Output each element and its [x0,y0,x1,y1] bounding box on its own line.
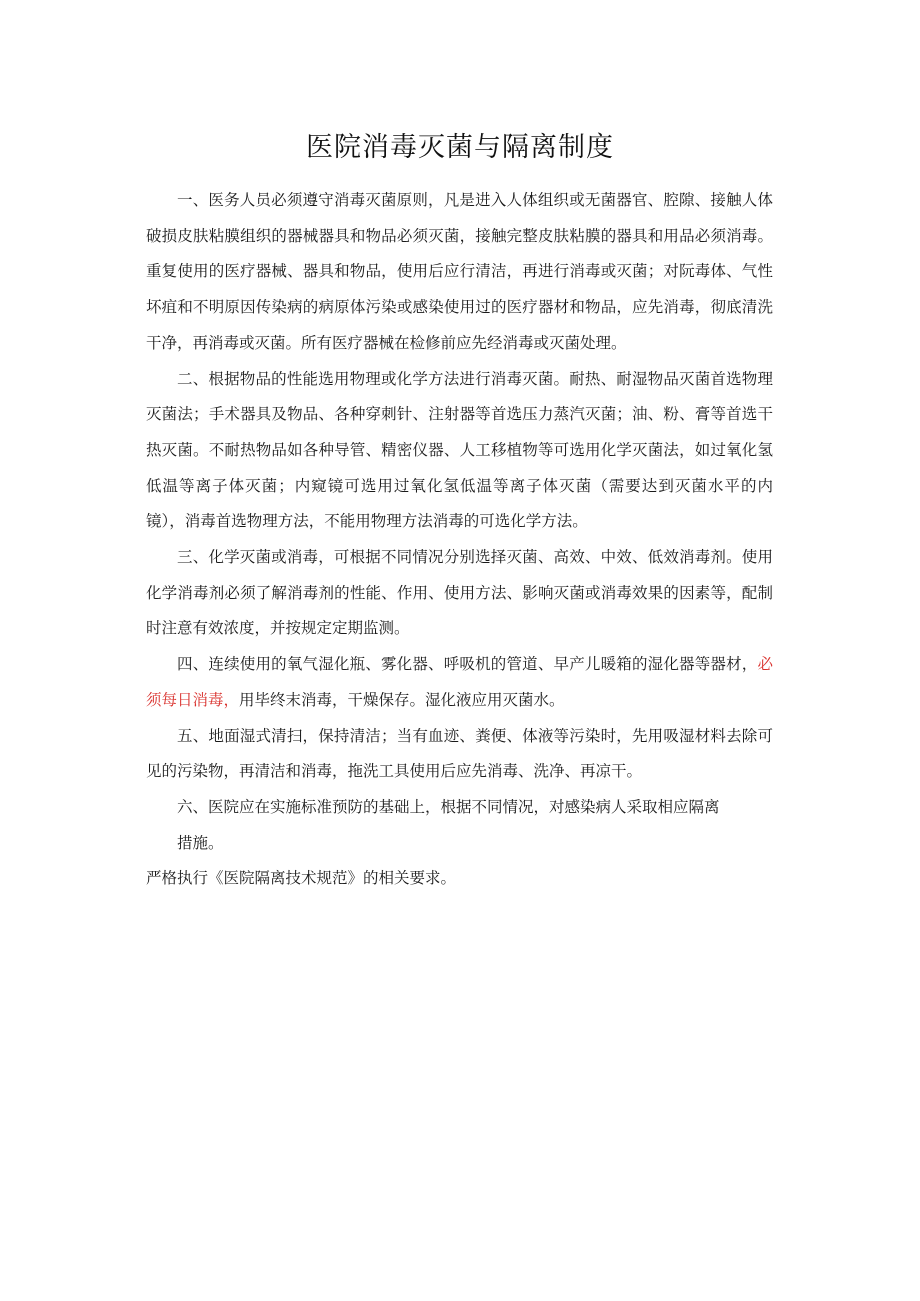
paragraph-3: 三、化学灭菌或消毒，可根据不同情况分别选择灭菌、高效、中效、低效消毒剂。使用化学消毒剂必须了解消毒剂的性能、作用、使用方法、影响灭菌或消毒效果的因素等，配制时注意有效浓度，并按规定定期监测。 [146,548,773,638]
paragraph-7: 严格执行《医院隔离技术规范》的相关要求。 [146,869,457,888]
paragraph-2: 二、根据物品的性能选用物理或化学方法进行消毒灭菌。耐热、耐湿物品灭菌首选物理灭菌法；手术器具及物品、各种穿刺针、注射器等首选压力蒸汽灭菌；油、粉、膏等首选干热灭菌。不耐热物品如各种导管、精密仪器、人工移植物等可选用化学灭菌法，如过氧化氢低温等离子体灭菌；内窥镜可选用过氧化氢低温等离子体灭菌（需要达到灭菌水平的内镜），消毒首选物理方法，不能用物理方法消毒的可选化学方法。 [146,369,773,531]
paragraph-4 [146,647,773,718]
paragraph-5: 五、地面湿式清扫，保持清洁；当有血迹、粪便、体液等污染时，先用吸湿材料去除可见的污染物，再清洁和消毒，拖洗工具使用后应先消毒、洗净、再凉干。 [146,726,773,781]
paragraph-4-highlight: 必须每日消毒， [146,655,773,709]
paragraph-6-line-1: 六、医院应在实施标准预防的基础上，根据不同情况，对感染病人采取相应隔离 [177,797,720,816]
paragraph-4-after: 用毕终末消毒，干燥保存。湿化液应用灭菌水。 [239,690,565,709]
document-title: 医院消毒灭菌与隔离制度 [306,132,614,163]
paragraph-1: 一、医务人员必须遵守消毒灭菌原则，凡是进入人体组织或无菌器官、腔隙、接触人体破损皮肤粘膜组织的器械器具和物品必须灭菌，接触完整皮肤粘膜的器具和用品必须消毒。重复使用的医疗器械、器具和物品，使用后应行清洁，再进行消毒或灭菌；对阮毒体、气性坏疽和不明原因传染病的病原体污染或感染使用过的医疗器材和物品，应先消毒，彻底清洗干净，再消毒或灭菌。所有医疗器械在检修前应先经消毒或灭菌处理。 [146,191,773,352]
document-body [146,183,773,897]
paragraph-6 [146,790,773,861]
paragraph-6-line-2: 措施。 [177,833,224,852]
paragraph-4-before: 四、连续使用的氧气湿化瓶、雾化器、呼吸机的管道、早产儿暖箱的湿化器等器材， [177,655,758,674]
